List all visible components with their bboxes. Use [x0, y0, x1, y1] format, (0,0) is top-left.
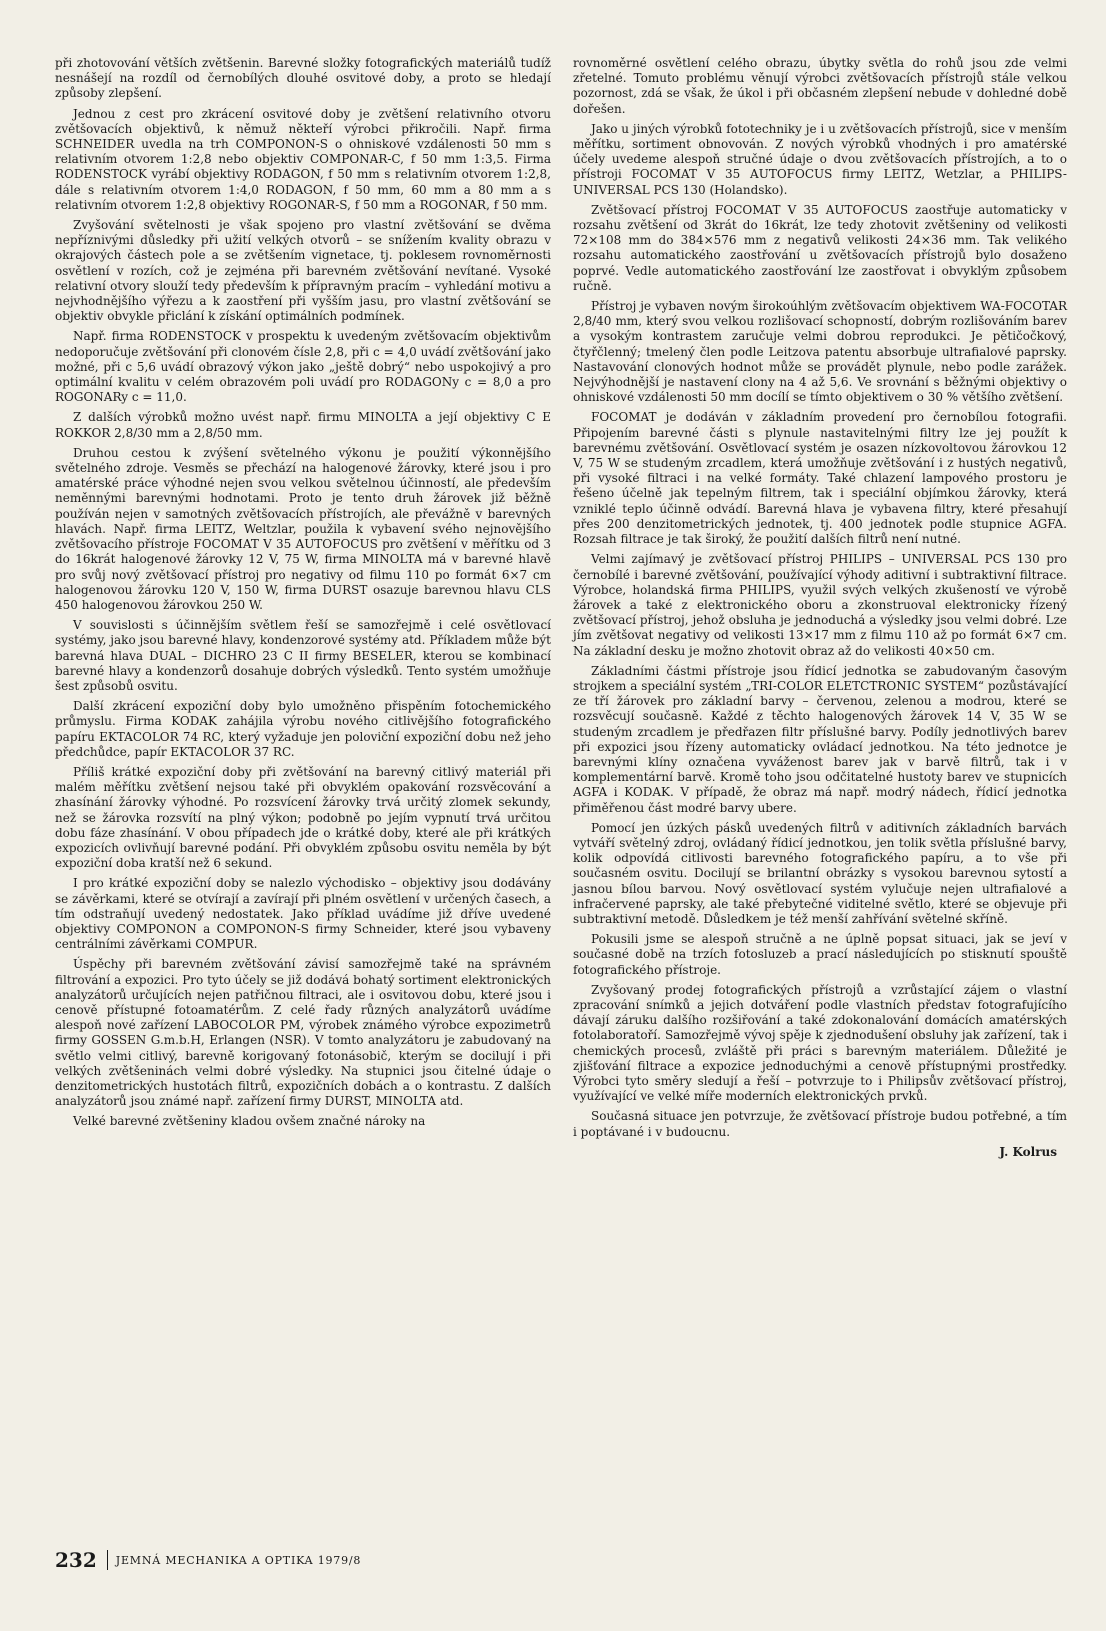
- paragraph: Zvětšovací přístroj FOCOMAT V 35 AUTOFOCUS zaostřuje automaticky v rozsahu zvětšení od 3krát do 16krát, lze tedy zhotovit zvětšeniny od velikosti 72×108 mm do 384×576 mm z negativů velikosti 24×36 mm. Tak velikého rozsahu automatického zaostřování u zvětšovacích přístrojů bylo dosaženo poprvé. Vedle automatického zaostřování lze zaostřovat i obvyklým způsobem ručně.: [573, 202, 1067, 293]
- journal-reference: JEMNÁ MECHANIKA A OPTIKA 1979/8: [115, 1553, 362, 1567]
- paragraph: Současná situace jen potvrzuje, že zvětšovací přístroje budou potřebné, a tím i poptávané i v budoucnu.: [573, 1109, 1067, 1139]
- paragraph: Např. firma RODENSTOCK v prospektu k uvedeným zvětšovacím objektivům nedoporučuje zvětšování při clonovém čísle 2,8, při c = 4,0 uvádí zvětšování jako možné, při c 5,6 uvádí obrazový výkon jako „ještě dobrý“ nebo uspokojivý a pro optimální kvalitu v celém obrazovém poli uvádí pro RODAGONy c = 8,0 a pro ROGONARy c = 11,0.: [55, 329, 551, 405]
- paragraph: rovnoměrné osvětlení celého obrazu, úbytky světla do rohů jsou zde velmi zřetelné. Tomuto problému věnují výrobci zvětšovacích přístrojů stále velkou pozornost, zdá se však, že úkol i při občasném zlepšení nebude v dohledné době dořešen.: [573, 56, 1067, 116]
- right-column: [573, 56, 1067, 1160]
- paragraph: Pokusili jsme se alespoň stručně a ne úplně popsat situaci, jak se jeví v současné době na trzích fotosluzeb a prací následujících po stisknutí spouště fotografického přístroje.: [573, 932, 1067, 977]
- paragraph: při zhotovování větších zvětšenin. Barevné složky fotografických materiálů tudíž nesnášejí na rozdíl od černobílých dlouhé osvitové doby, a proto se hledají způsoby zlepšení.: [55, 56, 551, 101]
- paragraph: Příliš krátké expoziční doby při zvětšování na barevný citlivý materiál při malém měřítku zvětšení nejsou také při obvyklém opakování rozsvěcování a zhasínání žárovky výhodné. Po rozsvícení žárovky trvá určitý zlomek sekundy, než se žárovka rozsvítí na plný výkon; podobně po jejím vypnutí trvá určitou dobu fáze zhasínání. V obou případech jde o krátké doby, které ale při krátkých expozicích ovlivňují barevné podání. Při obvyklém způsobu osvitu neměla by být expoziční doba kratší než 6 sekund.: [55, 764, 551, 871]
- footer-divider: [107, 1550, 108, 1570]
- paragraph: FOCOMAT je dodáván v základním provedení pro černobílou fotografii. Připojením barevné části s plynule nastavitelnými filtry lze jej použít k barevnému zvětšování. Osvětlovací systém je osazen nízkovoltovou žárovkou 12 V, 75 W se studeným zrcadlem, která umožňuje zvětšování i z hustých negativů, při vysoké filtraci i na velké formáty. Také chlazení lampového prostoru je řešeno účelně jak tepelným filtrem, tak i speciální objímkou žárovky, která vzniklé teplo účinně odvádí. Barevná hlava je vybavena filtry, které přesahují přes 200 denzitometrických jednotek, tj. 400 jednotek podle stupnice AGFA. Rozsah filtrace je tak široký, že použití dalších filtrů není nutné.: [573, 410, 1067, 547]
- paragraph: Úspěchy při barevném zvětšování závisí samozřejmě také na správném filtrování a expozici. Pro tyto účely se již dodává bohatý sortiment elektronických analyzátorů určujících nejen patřičnou filtraci, ale i osvitovou dobu, které jsou i cenově přístupné fotoamatérům. Z celé řady různých analyzátorů uvádíme alespoň nové zařízení LABOCOLOR PM, výrobek známého výrobce expozimetrů firmy GOSSEN G.m.b.H, Erlangen (NSR). V tomto analyzátoru je zabudovaný na světlo velmi citlivý, barevně korigovaný fotonásobič, kterým se docilují i při velkých zvětšeninách velmi dobré výsledky. Na stupnici jsou čitelné údaje o denzitometrických hustotách filtrů, expozičních dobách a o kontrastu. Z dalších analyzátorů jsou známé např. zařízení firmy DURST, MINOLTA atd.: [55, 957, 551, 1109]
- paragraph: Zvyšování světelnosti je však spojeno pro vlastní zvětšování se dvěma nepříznivými důsledky při užití velkých otvorů – se snížením kvality obrazu v okrajových částech pole a se zvětšením vignetace, tj. poklesem rovnoměrnosti osvětlení v rozích, což je zejména při barevném zvětšování nevítané. Vysoké relativní otvory slouží tedy především k přípravným pracím – vyhledání motivu a nejvhodnějšího výřezu a k zaostření při vyšším jasu, pro vlastní zvětšování se objektiv obvykle přiclání k získání optimálních podmínek.: [55, 218, 551, 324]
- author-signature: J. Kolrus: [999, 1144, 1057, 1159]
- paragraph: Další zkrácení expoziční doby bylo umožněno přispěním fotochemického průmyslu. Firma KODAK zahájila výrobu nového citlivějšího fotografického papíru EKTACOLOR 74 RC, který vyžaduje jen poloviční expoziční dobu než jeho předchůdce, papír EKTACOLOR 37 RC.: [55, 699, 551, 759]
- paragraph: Zvyšovaný prodej fotografických přístrojů a vzrůstající zájem o vlastní zpracování snímků a jejich dotváření podle vlastních představ fotografujícího dávají záruku dalšího rozšiřování a také zdokonalování domácích amatérských fotolaboratoří. Samozřejmě vývoj spěje k zjednodušení obsluhy jak zařízení, tak i chemických procesů, zvláště při práci s barevným materiálem. Důležité je zjišťování filtrace a expozice jednoduchými a cenově přístupnými prostředky. Výrobci tyto směry sledují a řeší – potvrzuje to i Philipsův zvětšovací přístroj, využívající ve velké míře moderních elektronických prvků.: [573, 982, 1067, 1104]
- paragraph: Jako u jiných výrobků fototechniky je i u zvětšovacích přístrojů, sice v menším měřítku, sortiment obnovován. Z nových výrobků vhodných i pro amatérské účely uvedeme alespoň stručné údaje o dvou zvětšovacích přístrojích, a to o přístroji FOCOMAT V 35 AUTOFOCUS firmy LEITZ, Wetzlar, a PHILIPS-UNIVERSAL PCS 130 (Holandsko).: [573, 121, 1067, 197]
- paragraph: V souvislosti s účinnějším světlem řeší se samozřejmě i celé osvětlovací systémy, jako jsou barevné hlavy, kondenzorové systémy atd. Příkladem může být barevná hlava DUAL – DICHRO 23 C II firmy BESELER, kterou se kombinací barevné hlavy a kondenzorů dosahuje dobrých výsledků. Tento systém umožňuje šest způsobů osvitu.: [55, 618, 551, 693]
- left-column: [55, 56, 551, 1135]
- paragraph: Druhou cestou k zvýšení světelného výkonu je použití výkonnějšího světelného zdroje. Vesměs se přechází na halogenové žárovky, které jsou i pro amatérské práce výhodné nejen svou velkou světelnou účinností, ale především neměnnými barevnými hodnotami. Proto je tento druh žárovek již běžně používán nejen v samotných zvětšovacích přístrojích, ale převážně v barevných hlavách. Např. firma LEITZ, Weltzlar, použila k vybavení svého nejnovějšího zvětšovacího přístroje FOCOMAT V 35 AUTOFOCUS pro zvětšení v měřítku od 3 do 16krát halogenové žárovky 12 V, 75 W, firma MINOLTA má v barevné hlavě pro svůj nový zvětšovací přístroj pro negativy od filmu 110 po formát 6×7 cm halogenovou žárovku 120 V, 150 W, firma DURST osazuje barevnou hlavu CLS 450 halogenovou žárovkou 250 W.: [55, 445, 551, 612]
- paragraph: Základními částmi přístroje jsou řídicí jednotka se zabudovaným časovým strojkem a speciální systém „TRI-COLOR ELETCTRONIC SYSTEM“ pozůstávající ze tří žárovek pro základní barvy – červenou, zelenou a modrou, které se rozsvěcují současně. Každé z těchto halogenových žárovek 14 V, 35 W se studeným zrcadlem je předřazen filtr příslušné barvy. Podíly jednotlivých barev při expozici jsou řízeny automaticky ovládací jednotkou. Na této jednotce je barevnými klíny označena vyváženost barev jak v barvě filtrů, tak i v komplementární barvě. Kromě toho jsou odčitatelné hustoty barev ve stupnicích AGFA i KODAK. V případě, že obraz má např. modrý nádech, řídicí jednotka přiměřenou část modré barvy ubere.: [573, 663, 1067, 815]
- paragraph: Jednou z cest pro zkrácení osvitové doby je zvětšení relativního otvoru zvětšovacích objektivů, k němuž někteří výrobci přikročili. Např. firma SCHNEIDER uvedla na trh COMPONON-S o ohniskové vzdálenosti 50 mm s relativním otvorem 1:2,8 nebo objektiv COMPONAR-C, f 50 mm 1:3,5. Firma RODENSTOCK vyrábí objektivy RODAGON, f 50 mm s relativním otvorem 1:2,8, dále s relativním otvorem 1:4,0 RODAGON, f 50 mm, 60 mm a 80 mm a s relativním otvorem 1:2,8 objektivy ROGONAR-S, f 50 mm a ROGONAR, f 50 mm.: [55, 106, 551, 212]
- paragraph: Z dalších výrobků možno uvést např. firmu MINOLTA a její objektivy C E ROKKOR 2,8/30 mm a 2,8/50 mm.: [55, 410, 551, 440]
- paragraph: Velmi zajímavý je zvětšovací přístroj PHILIPS – UNIVERSAL PCS 130 pro černobílé i barevné zvětšování, používající výhody aditivní i subtraktivní filtrace. Výrobce, holandská firma PHILIPS, využil svých velkých zkušeností ve výrobě žárovek a také z elektronického oboru a zkonstruoval elektronicky řízený zvětšovací přístroj, jehož obsluha je jednoduchá a výsledky jsou velmi dobré. Lze jím zvětšovat negativy od velikosti 13×17 mm z filmu 110 až po formát 6×7 cm. Na základní desku je možno zhotovit obraz až do velikosti 40×50 cm.: [573, 552, 1067, 658]
- paragraph: Velké barevné zvětšeniny kladou ovšem značné nároky na: [73, 1114, 426, 1129]
- page-footer: [55, 1548, 361, 1572]
- paragraph: Pomocí jen úzkých pásků uvedených filtrů v aditivních základních barvách vytváří světelný zdroj, ovládaný řídicí jednotkou, jen tolik světla příslušné barvy, kolik odpovídá citlivosti barevného fotografického papíru, a to vše při současném osvitu. Docilují se brilantní obrázky s vysokou barevnou sytostí a jasnou bílou barvou. Nový osvětlovací systém vylučuje nejen ultrafialové a infračervené paprsky, ale také přebytečné viditelné světlo, které se objevuje při subtraktivní metodě. Důsledkem je též menší zahřívání světelné skříně.: [573, 820, 1067, 926]
- page-number: 232: [55, 1548, 97, 1572]
- paragraph: I pro krátké expoziční doby se nalezlo východisko – objektivy jsou dodávány se závěrkami, které se otvírají a zavírají při plném osvětlení v určených časech, a tím odstraňují uvedený nedostatek. Jako příklad uvádíme již dříve uvedené objektivy COMPONON a COMPONON-S firmy Schneider, které jsou vybaveny centrálními závěrkami COMPUR.: [55, 876, 551, 952]
- paragraph: Přístroj je vybaven novým širokoúhlým zvětšovacím objektivem WA-FOCOTAR 2,8/40 mm, který svou velkou rozlišovací schopností, dobrým rozlišováním barev a vysokým kontrastem zaručuje velmi dobrou reprodukci. Je pětičočkový, čtyřčlenný; tmelený člen podle Leitzova patentu absorbuje ultrafialové paprsky. Nastavování clonových hodnot může se provádět plynule, nebo podle zarážek. Nejvýhodnější je nastavení clony na 4 až 5,6. Ve srovnání s běžnými objektivy o ohniskové vzdálenosti 50 mm docílí se tímto objektivem o 30 % většího zvětšení.: [573, 299, 1067, 405]
